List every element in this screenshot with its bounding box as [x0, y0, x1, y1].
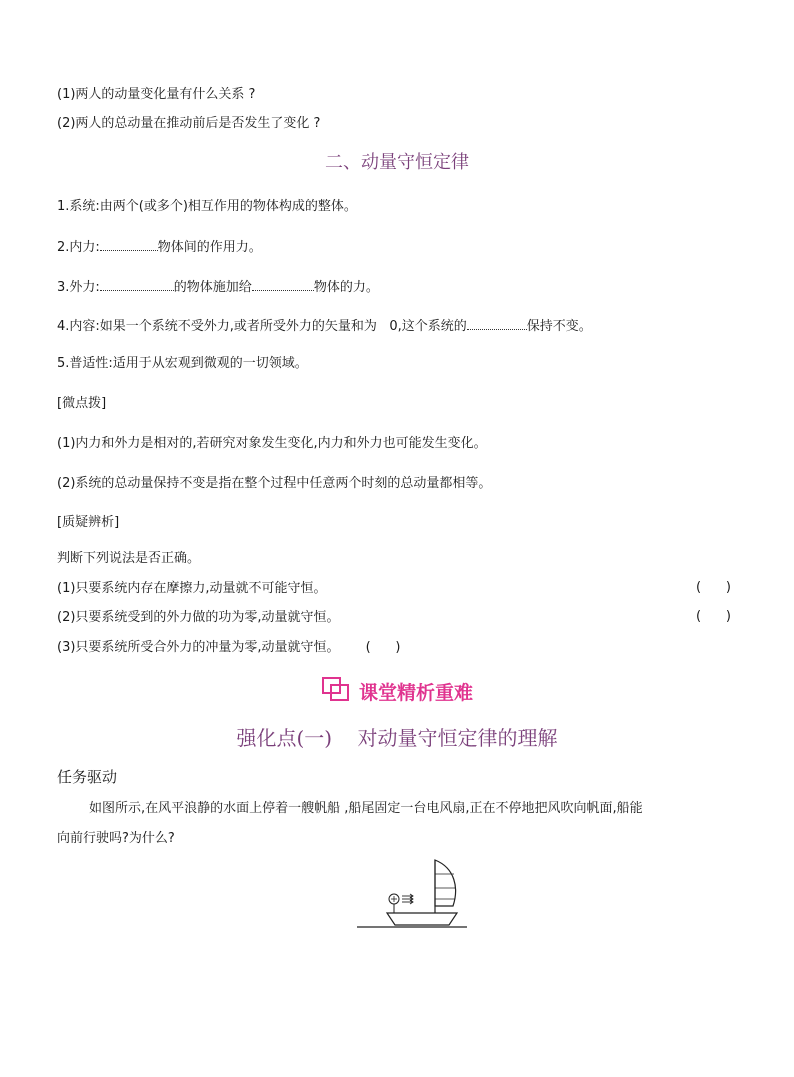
judge-heading: [质疑辨析]	[57, 515, 120, 530]
statement-3-text: (3)只要系统所受合外力的冲量为零,动量就守恒。	[57, 640, 340, 655]
external-suffix: 物体的力。	[313, 280, 379, 295]
content-prefix: 4.内容:如果一个系统不受外力,或者所受外力的矢量和为 0,这个系统的	[57, 319, 467, 334]
internal-suffix: 物体间的作用力。	[157, 240, 262, 255]
sailboat-diagram	[355, 854, 470, 932]
blank-external-1	[100, 277, 174, 291]
item-system: 1.系统:由两个(或多个)相互作用的物体构成的整体。	[57, 199, 357, 214]
internal-prefix: 2.内力:	[57, 240, 100, 255]
judge-intro: 判断下列说法是否正确。	[57, 551, 201, 566]
statement-1: (1)只要系统内存在摩擦力,动量就不可能守恒。	[57, 581, 327, 596]
statement-3	[57, 639, 401, 657]
external-prefix: 3.外力:	[57, 280, 100, 295]
question-2: (2)两人的总动量在推动前后是否发生了变化 ?	[57, 116, 321, 131]
question-1: (1)两人的动量变化量有什么关系 ?	[57, 87, 256, 102]
answer-paren-2[interactable]: ( )	[696, 609, 731, 624]
tip-2: (2)系统的总动量保持不变是指在整个过程中任意两个时刻的总动量都相等。	[57, 476, 492, 491]
blank-external-2	[252, 277, 314, 291]
item-content	[57, 316, 592, 336]
task-line-1: 如图所示,在风平浪静的水面上停着一艘帆船 ,船尾固定一台电风扇,正在不停地把风吹向帆面,船能	[89, 801, 643, 816]
tip-1: (1)内力和外力是相对的,若研究对象发生变化,内力和外力也可能发生变化。	[57, 436, 487, 451]
sailboat-figure	[355, 854, 470, 932]
content-suffix: 保持不变。	[526, 319, 592, 334]
task-line-2: 向前行驶吗?为什么?	[57, 831, 175, 846]
tips-heading: [微点拨]	[57, 396, 107, 411]
overlapping-squares-icon	[321, 676, 351, 706]
section-title: 二、动量守恒定律	[325, 152, 469, 173]
task-heading: 任务驱动	[57, 768, 118, 786]
item-universality: 5.普适性:适用于从宏观到微观的一切领域。	[57, 356, 308, 371]
section-banner	[0, 676, 794, 706]
external-middle: 的物体施加给	[173, 280, 252, 295]
strengthen-title: 强化点(一) 对动量守恒定律的理解	[236, 726, 558, 750]
item-internal-force	[57, 237, 262, 257]
blank-content	[467, 316, 527, 330]
answer-paren-1[interactable]: ( )	[696, 580, 731, 595]
blank-internal	[100, 237, 158, 251]
answer-paren-3[interactable]: ( )	[365, 640, 401, 655]
banner-title: 课堂精析重难	[358, 681, 473, 704]
item-external-force	[57, 277, 379, 297]
task-paragraph	[57, 794, 747, 854]
statement-2: (2)只要系统受到的外力做的功为零,动量就守恒。	[57, 610, 340, 625]
